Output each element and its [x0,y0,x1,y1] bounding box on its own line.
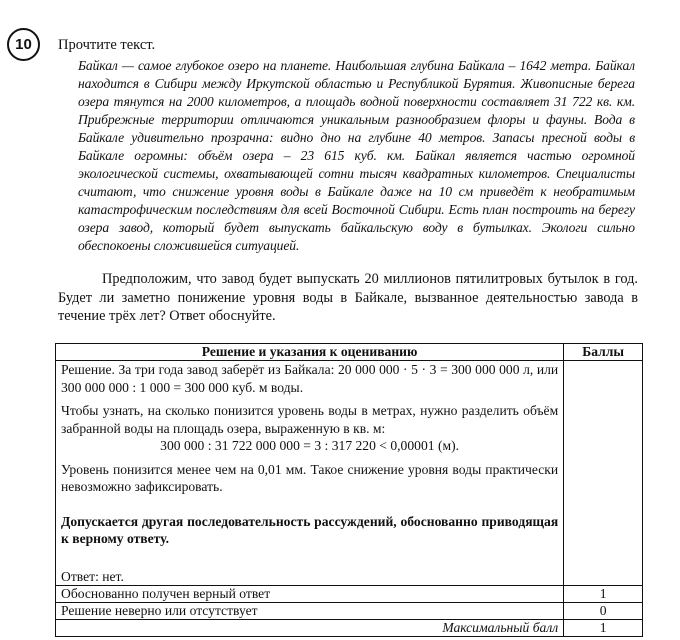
reading-passage: Байкал — самое глубокое озеро на планете. Наибольшая глубина Байкала – 1642 метра. Байкал находится в Сибири между Иркутской областью и Республикой Бурятия. Живописные берега озера тянутся на 2000 километров, а площадь водной поверхности составляет 31 722 кв. км. Прибрежные территории отличаются уникальным разнообразием флоры и фауны. Вода в Байкале удивительно прозрачна: видно дно на глубине 40 метров. Запасы пресной воды в Байкале огромны: объём озера – 23 615 куб. км. Байкал является частью огромной экологической системы, охватывающей сотни тысяч квадратных километров. Специалисты считают, что снижение уровня воды в Байкале даже на 10 см приведёт к необратимым катастрофическим последствиям для всей Восточной Сибири. Есть план построить на берегу озера завод, который будет выпускать байкальскую воду в бутылках. Экологи сильно обеспокоены сложившейся ситуацией. [78,58,635,253]
solution-points-cell [564,361,643,586]
criterion-label: Обоснованно получен верный ответ [56,586,564,603]
solution-line-3: Уровень понизится менее чем на 0,01 мм. Такое снижение уровня воды практически невозможно зафиксировать. [61,461,559,494]
header-points: Баллы [564,344,643,361]
criterion-points: 0 [564,603,643,620]
max-score-row [56,620,643,637]
header-solution: Решение и указания к оцениванию [56,344,564,361]
max-score-value: 1 [564,620,643,637]
criterion-row [56,603,643,620]
question-body: Предположим, что завод будет выпускать 20 миллионов пятилитровых бутылок в год. Будет ли заметно понижение уровня воды в Байкале, вызванное деятельностью завода в течение трёх лет? Ответ обоснуйте. [58,271,638,324]
task-number-badge: 10 [7,28,40,61]
solution-formula: 300 000 : 31 722 000 000 = 3 : 317 220 < 0,00001 (м). [160,438,459,453]
grading-table [55,343,643,637]
criterion-label: Решение неверно или отсутствует [56,603,564,620]
solution-note: Допускается другая последовательность рассуждений, обоснованно приводящая к верному ответу. [61,513,559,546]
grading-table-header [56,344,643,361]
solution-line-1: Решение. За три года завод заберёт из Байкала: 20 000 000 · 5 · 3 = 300 000 000 л, или 300 000 000 : 1 000 = 300 000 куб. м воды. [61,362,559,395]
criterion-points: 1 [564,586,643,603]
solution-row [56,361,643,586]
max-score-label: Максимальный балл [56,620,564,637]
solution-cell [56,361,564,586]
solution-answer: Ответ: нет. [61,568,124,584]
instruction-text: Прочтите текст. [58,37,156,53]
question-text [58,270,638,326]
solution-line-2: Чтобы узнать, на сколько понизится уровень воды в метрах, нужно разделить объём забранной воды на площадь озера, выраженную в кв. м: [61,403,559,436]
criterion-row [56,586,643,603]
